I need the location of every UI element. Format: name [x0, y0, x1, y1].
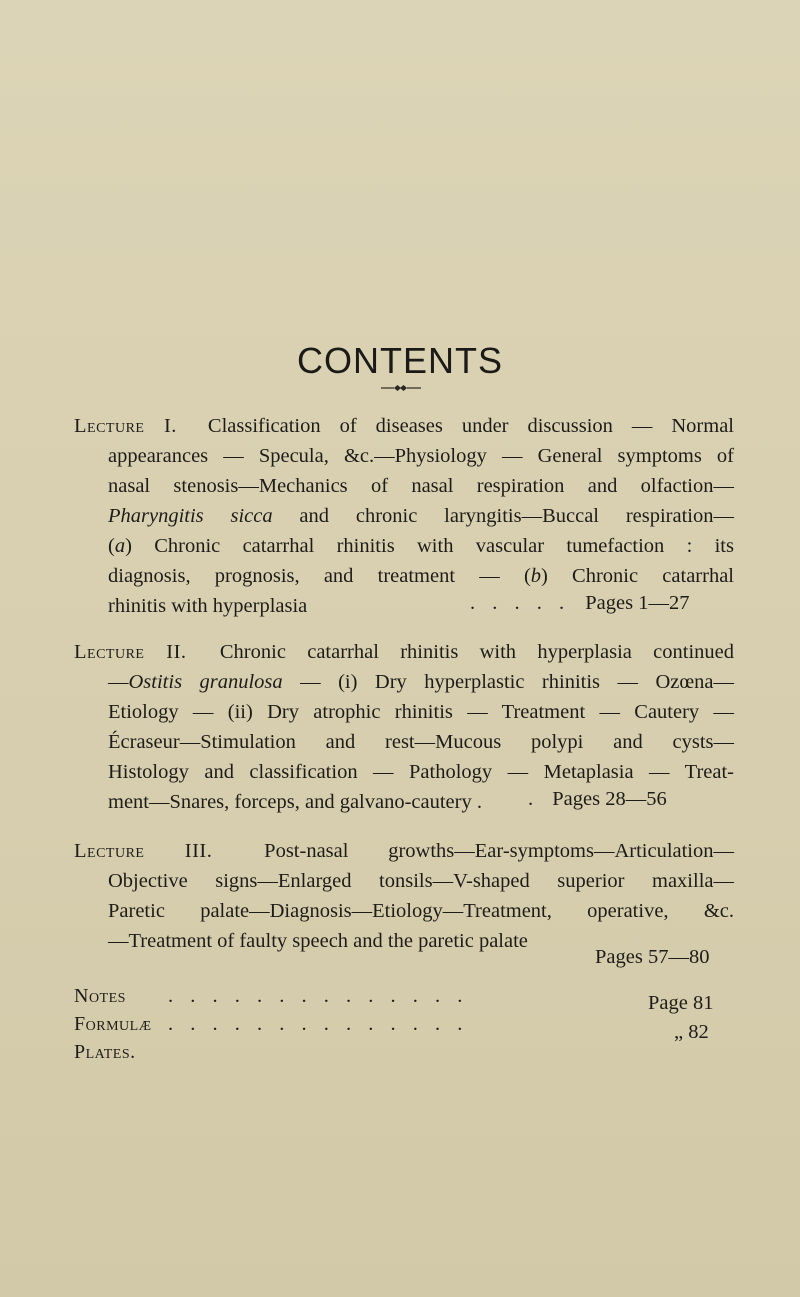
lecture-3-line-1: Post-nasal growths—Ear-symptoms—Articulation—	[264, 840, 735, 862]
lecture-2-line-6: ment—Snares, forceps, and galvano-cautery .	[108, 791, 482, 813]
lecture-1-line-4: Pharyngitis sicca and chronic laryngitis—Buccal respiration—	[108, 505, 734, 527]
formulae-entry	[74, 1013, 152, 1036]
plates-entry	[74, 1041, 136, 1064]
lecture-3-line-2: Objective signs—Enlarged tonsils—V-shaped superior maxilla—	[108, 870, 734, 892]
lecture-1-label: Lecture I.	[74, 415, 177, 437]
lecture-2-line-5: Histology and classification — Pathology — Metaplasia — Treat-	[108, 761, 734, 783]
lecture-3-entry	[74, 836, 734, 956]
lecture-2-pages: . Pages 28—56	[528, 788, 667, 810]
lecture-1-line-5: (a) Chronic catarrhal rhinitis with vascular tumefaction : its	[108, 535, 734, 557]
lecture-1-line-1: Classification of diseases under discussion — Normal	[207, 415, 734, 437]
lecture-2-line-4: Écraseur—Stimulation and rest—Mucous polypi and cysts—	[108, 731, 734, 753]
lecture-2-line-3: Etiology — (ii) Dry atrophic rhinitis — Treatment — Cautery —	[108, 701, 734, 723]
formulae-label: Formulæ	[74, 1013, 152, 1035]
lecture-1-pages: . . . . . Pages 1—27	[470, 592, 690, 614]
notes-page: Page 81	[648, 992, 714, 1014]
lecture-1-line-6: diagnosis, prognosis, and treatment — (b) Chronic catarrhal	[108, 565, 734, 587]
lecture-1-line-3: nasal stenosis—Mechanics of nasal respiration and olfaction—	[108, 475, 734, 497]
notes-dots: . . . . . . . . . . . . . .	[168, 985, 469, 1007]
notes-label: Notes	[74, 985, 126, 1007]
plates-label: Plates.	[74, 1041, 136, 1063]
lecture-1-line-2: appearances — Specula, &c.—Physiology — General symptoms of	[108, 445, 734, 467]
lecture-1-line-7: rhinitis with hyperplasia	[108, 595, 308, 617]
lecture-3-pages: Pages 57—80	[595, 946, 710, 968]
lecture-2-line-2: —Ostitis granulosa — (i) Dry hyperplastic rhinitis — Ozœna—	[108, 671, 735, 693]
notes-entry	[74, 985, 126, 1008]
lecture-1-entry	[74, 411, 734, 621]
formulae-dots: . . . . . . . . . . . . . .	[168, 1013, 469, 1035]
lecture-2-label: Lecture II.	[74, 641, 187, 663]
lecture-2-line-1: Chronic catarrhal rhinitis with hyperplasia continued	[219, 641, 735, 663]
ornament-divider-icon	[381, 384, 421, 392]
formulae-page: „ 82	[674, 1021, 709, 1043]
lecture-3-line-4: —Treatment of faulty speech and the paretic palate	[108, 930, 528, 952]
lecture-3-label: Lecture III.	[74, 840, 213, 862]
lecture-3-line-3: Paretic palate—Diagnosis—Etiology—Treatment, operative, &c.	[108, 900, 734, 922]
page-title: CONTENTS	[297, 340, 503, 381]
